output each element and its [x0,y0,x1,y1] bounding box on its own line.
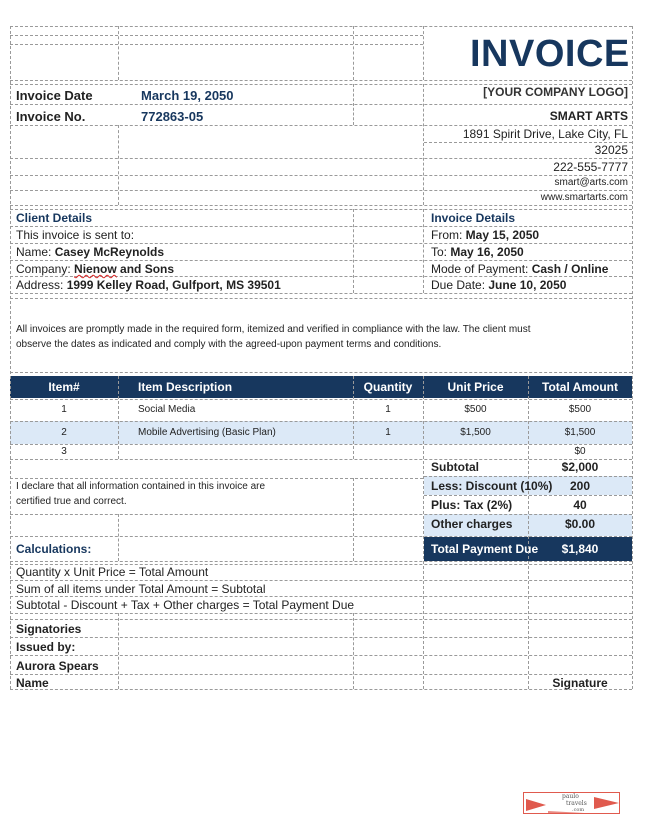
table-row-1-unit-price: $500 [464,404,487,415]
watermark-line2: travels [566,800,587,807]
other-charges-label: Other charges [431,517,513,531]
table-row-2-unit-price: $1,500 [460,427,491,438]
watermark-line1: paulo [562,793,579,800]
other-charges-value: $0.00 [564,517,596,531]
client-company-row [16,262,174,276]
client-name-value: Casey McReynolds [54,245,165,259]
calculation-line-2: Sum of all items under Total Amount = Subtotal [16,582,266,596]
table-row-2-total: $1,500 [564,427,596,438]
invoice-to-row [431,245,524,259]
discount-value: 200 [569,479,591,493]
company-email: smart@arts.com [554,177,628,188]
logo-placeholder: [YOUR COMPANY LOGO] [483,85,628,99]
name-label: Name [16,676,49,690]
invoice-no-value: 772863-05 [141,109,204,124]
signatories-heading: Signatories [16,622,82,636]
col-header-item-num: Item# [48,380,80,394]
table-row-2-quantity: 1 [385,427,391,438]
client-name-row [16,245,164,259]
client-details-heading: Client Details [16,211,93,225]
notice-line2: observe the dates as indicated and comply with the agreed-upon payment terms and conditions. [16,339,442,350]
invoice-to-value: May 16, 2050 [450,245,524,259]
signature-label: Signature [552,676,608,690]
col-header-description: Item Description [138,380,233,394]
invoice-to-label: To: [431,245,451,259]
payment-mode-value: Cash / Online [531,262,609,276]
watermark-logo [523,792,620,814]
invoice-from-row [431,228,539,242]
table-row-3-total: $0 [574,446,586,457]
client-company-label: Company: [16,262,75,276]
due-date-row [431,278,566,292]
invoice-title: INVOICE [470,33,630,75]
col-header-total-amount: Total Amount [542,380,618,394]
tax-label: Plus: Tax (2%) [431,498,513,512]
calculation-line-3: Subtotal - Discount + Tax + Other charges = Total Payment Due [16,598,355,612]
declaration-line2: certified true and correct. [16,496,127,507]
invoice-from-value: May 15, 2050 [465,228,540,242]
company-address-line1: 1891 Spirit Drive, Lake City, FL [462,127,628,141]
company-address-line2: 32025 [594,143,628,157]
table-row-2-num: 2 [61,427,67,438]
client-intro: This invoice is sent to: [16,228,135,242]
total-payment-value: $1,840 [561,542,599,556]
invoice-date-value: March 19, 2050 [141,88,234,103]
client-company-value-misspelled: Nienow [74,262,117,276]
company-phone: 222-555-7777 [553,160,628,174]
col-header-unit-price: Unit Price [447,380,504,394]
client-address-value: 1999 Kelley Road, Gulfport, MS 39501 [66,278,281,292]
notice-line1: All invoices are promptly made in the required form, itemized and verified in compliance with the law. The client must [16,324,531,335]
company-name: SMART ARTS [549,109,628,123]
payment-mode-row [431,262,608,276]
tax-value: 40 [573,498,587,512]
due-date-label: Due Date: [431,278,489,292]
declaration-line1: I declare that all information contained in this invoice are [16,481,266,492]
invoice-no-label: Invoice No. [16,109,86,124]
discount-label: Less: Discount (10%) [431,479,553,493]
client-name-label: Name: [16,245,55,259]
table-row-1-quantity: 1 [385,404,391,415]
subtotal-label: Subtotal [431,460,479,474]
client-company-value-rest: and Sons [116,262,175,276]
calculations-heading: Calculations: [16,542,92,556]
issued-by-label: Issued by: [16,640,76,654]
payment-mode-label: Mode of Payment: [431,262,532,276]
subtotal-value: $2,000 [561,460,599,474]
col-header-quantity: Quantity [363,380,413,394]
table-row-1-description: Social Media [138,404,196,415]
due-date-value: June 10, 2050 [488,278,567,292]
table-row-1-num: 1 [61,404,67,415]
company-website: www.smartarts.com [540,192,628,203]
client-address-row [16,278,281,292]
calculation-line-1: Quantity x Unit Price = Total Amount [16,565,209,579]
total-payment-label: Total Payment Due [431,542,539,556]
invoice-from-label: From: [431,228,466,242]
issuer-name: Aurora Spears [16,659,99,673]
table-row-1-total: $500 [568,404,592,415]
invoice-details-heading: Invoice Details [431,211,516,225]
table-row-3-num: 3 [61,446,67,457]
client-address-label: Address: [16,278,67,292]
watermark-line3: .com [572,807,585,813]
invoice-date-label: Invoice Date [16,88,93,103]
table-row-2-description: Mobile Advertising (Basic Plan) [138,427,276,438]
